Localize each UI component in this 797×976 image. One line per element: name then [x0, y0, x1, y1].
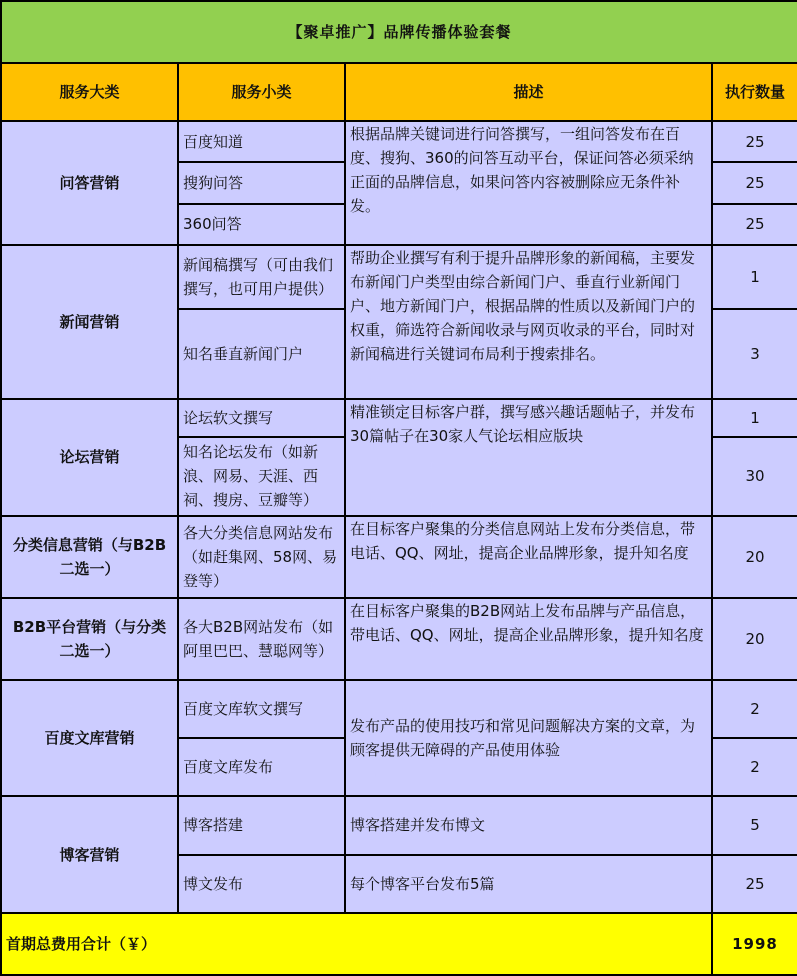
- category-cell: 博客营销: [1, 796, 178, 912]
- category-cell: 新闻营销: [1, 245, 178, 399]
- subcategory-cell: 博文发布: [178, 855, 345, 913]
- subcategory-cell: 搜狗问答: [178, 162, 345, 203]
- description-cell: 每个博客平台发布5篇: [345, 855, 712, 913]
- total-label: 首期总费用合计（￥）: [1, 913, 712, 975]
- quantity-cell: 30: [712, 437, 797, 515]
- header-subcategory: 服务小类: [178, 63, 345, 121]
- description-cell: 帮助企业撰写有利于提升品牌形象的新闻稿，主要发布新闻门户类型由综合新闻门户、垂直行业新闻门户、地方新闻门户，根据品牌的性质以及新闻门户的权重，筛选符合新闻收录与网页收录的平台，同时对新闻稿进行关键词布局利于搜索排名。: [345, 245, 712, 399]
- description-cell: 根据品牌关键词进行问答撰写，一组问答发布在百度、搜狗、360的问答互动平台，保证问答必须采纳正面的品牌信息，如果问答内容被删除应无条件补发。: [345, 121, 712, 244]
- quantity-cell: 25: [712, 855, 797, 913]
- total-value: 1998: [712, 913, 797, 975]
- subcategory-cell: 知名论坛发布（如新浪、网易、天涯、西祠、搜房、豆瓣等）: [178, 437, 345, 515]
- page-title: 【聚卓推广】品牌传播体验套餐: [1, 1, 797, 63]
- quantity-cell: 20: [712, 598, 797, 680]
- subcategory-cell: 百度知道: [178, 121, 345, 162]
- description-cell: 在目标客户聚集的分类信息网站上发布分类信息，带电话、QQ、网址，提高企业品牌形象，提升知名度: [345, 516, 712, 598]
- table-row: [1, 516, 797, 598]
- quantity-cell: 1: [712, 399, 797, 437]
- description-cell: 发布产品的使用技巧和常见问题解决方案的文章，为顾客提供无障碍的产品使用体验: [345, 680, 712, 796]
- table-row: [1, 796, 797, 854]
- table-row: [1, 680, 797, 738]
- quantity-cell: 5: [712, 796, 797, 854]
- subcategory-cell: 各大B2B网站发布（如阿里巴巴、慧聪网等）: [178, 598, 345, 680]
- category-cell: B2B平台营销（与分类二选一）: [1, 598, 178, 680]
- description-cell: 精准锁定目标客户群，撰写感兴趣话题帖子，并发布30篇帖子在30家人气论坛相应版块: [345, 399, 712, 515]
- table-row: [1, 121, 797, 162]
- category-cell: 论坛营销: [1, 399, 178, 515]
- table-row: [1, 598, 797, 680]
- quantity-cell: 25: [712, 162, 797, 203]
- subcategory-cell: 百度文库软文撰写: [178, 680, 345, 738]
- category-cell: 问答营销: [1, 121, 178, 244]
- subcategory-cell: 各大分类信息网站发布（如赶集网、58网、易登等）: [178, 516, 345, 598]
- quantity-cell: 3: [712, 309, 797, 399]
- subcategory-cell: 博客搭建: [178, 796, 345, 854]
- category-cell: 分类信息营销（与B2B二选一）: [1, 516, 178, 598]
- quantity-cell: 20: [712, 516, 797, 598]
- header-quantity: 执行数量: [712, 63, 797, 121]
- total-row: [1, 913, 797, 975]
- subcategory-cell: 百度文库发布: [178, 738, 345, 796]
- quantity-cell: 2: [712, 680, 797, 738]
- table-row: [1, 245, 797, 309]
- quantity-cell: 25: [712, 204, 797, 245]
- table-row: [1, 399, 797, 437]
- quantity-cell: 2: [712, 738, 797, 796]
- category-cell: 百度文库营销: [1, 680, 178, 796]
- description-cell: 在目标客户聚集的B2B网站上发布品牌与产品信息，带电话、QQ、网址，提高企业品牌形象，提升知名度: [345, 598, 712, 680]
- header-category: 服务大类: [1, 63, 178, 121]
- description-cell: 博客搭建并发布博文: [345, 796, 712, 854]
- subcategory-cell: 论坛软文撰写: [178, 399, 345, 437]
- quantity-cell: 25: [712, 121, 797, 162]
- subcategory-cell: 知名垂直新闻门户: [178, 309, 345, 399]
- quantity-cell: 1: [712, 245, 797, 309]
- subcategory-cell: 360问答: [178, 204, 345, 245]
- header-description: 描述: [345, 63, 712, 121]
- subcategory-cell: 新闻稿撰写（可由我们撰写，也可用户提供）: [178, 245, 345, 309]
